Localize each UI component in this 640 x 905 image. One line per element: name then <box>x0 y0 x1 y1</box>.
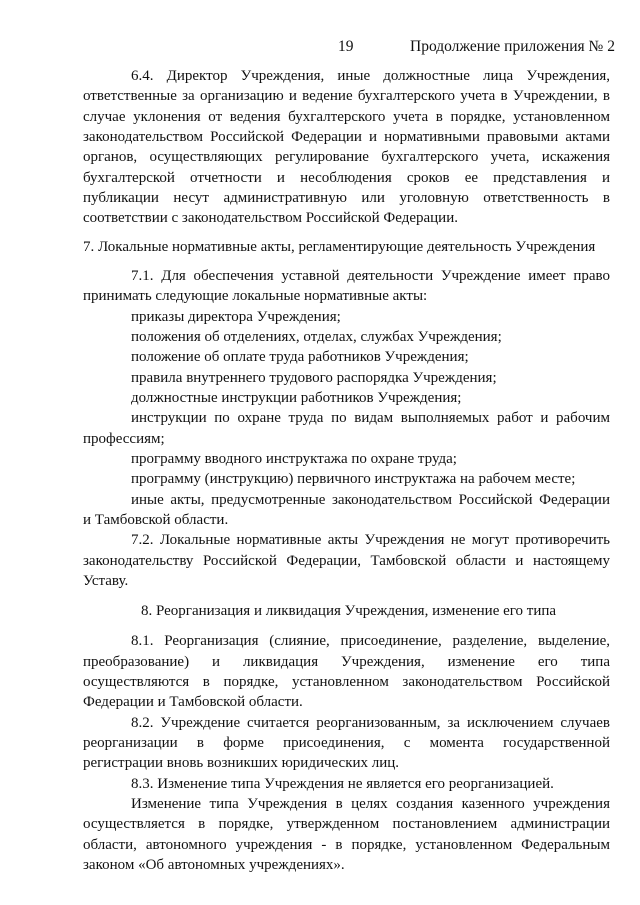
sec64-line: законодательством Российской Федерации и нормативными правовыми актами <box>83 129 610 145</box>
sec64-line: бухгалтерской отчетности и несоблюдения сроков ее представления и <box>83 170 610 186</box>
sec71-line: положения об отделениях, отделах, службах Учреждения; <box>131 329 502 345</box>
sec71-line: программу вводного инструктажа по охране труда; <box>131 451 457 467</box>
sec83b-line: осуществляется в порядке, утвержденном постановлением администрации <box>83 816 610 832</box>
section-8-heading: 8. Реорганизация и ликвидация Учреждения, изменение его типа <box>141 603 557 619</box>
sec81-line: осуществляются в порядке, установленном законодательством Российской <box>83 674 610 690</box>
sec82-line: 8.2. Учреждение считается реорганизованным, за исключением случаев <box>131 715 610 731</box>
sec71-line: приказы директора Учреждения; <box>131 309 341 325</box>
annex-caption: Продолжение приложения № 2 <box>410 38 615 55</box>
sec72-line: 7.2. Локальные нормативные акты Учреждения не могут противоречить <box>131 532 610 548</box>
sec81-line: преобразование) и ликвидация Учреждения, изменение его типа <box>83 654 610 670</box>
sec64-line: случае уклонения от ведения бухгалтерского учета в порядке, установленном <box>83 109 610 125</box>
sec71-line: и Тамбовской области. <box>83 512 229 528</box>
section-7-heading: 7. Локальные нормативные акты, регламентирующие деятельность Учреждения <box>83 239 596 255</box>
sec71-line: правила внутреннего трудового распорядка Учреждения; <box>131 370 497 386</box>
sec83-line: 8.3. Изменение типа Учреждения не является его реорганизацией. <box>131 776 554 792</box>
sec72-line: Уставу. <box>83 573 129 589</box>
sec64-line: 6.4. Директор Учреждения, иные должностные лица Учреждения, <box>131 68 610 84</box>
sec71-line: принимать следующие локальные нормативные акты: <box>83 288 428 304</box>
sec71-line: 7.1. Для обеспечения уставной деятельности Учреждение имеет право <box>131 268 610 284</box>
sec83b-line: законом «Об автономных учреждениях». <box>83 857 345 873</box>
page-number: 19 <box>338 38 354 55</box>
sec64-line: соответствии с законодательством Российской Федерации. <box>83 210 458 226</box>
sec71-line: профессиям; <box>83 431 165 447</box>
sec71-line: иные акты, предусмотренные законодательством Российской Федерации <box>131 492 610 508</box>
sec83b-line: области, автономного учреждения - в порядке, установленном Федеральным <box>83 837 610 853</box>
sec82-line: реорганизации в форме присоединения, с момента государственной <box>83 735 610 751</box>
sec83b-line: Изменение типа Учреждения в целях создания казенного учреждения <box>131 796 610 812</box>
sec71-line: положение об оплате труда работников Учреждения; <box>131 349 469 365</box>
sec64-line: органов, осуществляющих регулирование бухгалтерского учета, искажения <box>83 149 610 165</box>
sec81-line: 8.1. Реорганизация (слияние, присоединение, разделение, выделение, <box>131 633 610 649</box>
sec82-line: регистрации вновь возникших юридических лиц. <box>83 755 400 771</box>
sec71-line: программу (инструкцию) первичного инструктажа на рабочем месте; <box>131 471 576 487</box>
sec81-line: Федерации и Тамбовской области. <box>83 694 303 710</box>
sec71-line: должностные инструкции работников Учреждения; <box>131 390 462 406</box>
sec71-line: инструкции по охране труда по видам выполняемых работ и рабочим <box>131 410 610 426</box>
sec64-line: ответственные за организацию и ведение бухгалтерского учета в Учреждении, в <box>83 88 610 104</box>
sec72-line: законодательству Российской Федерации, Тамбовской области и настоящему <box>83 553 610 569</box>
sec64-line: публикации несут административную или уголовную ответственность в <box>83 190 610 206</box>
